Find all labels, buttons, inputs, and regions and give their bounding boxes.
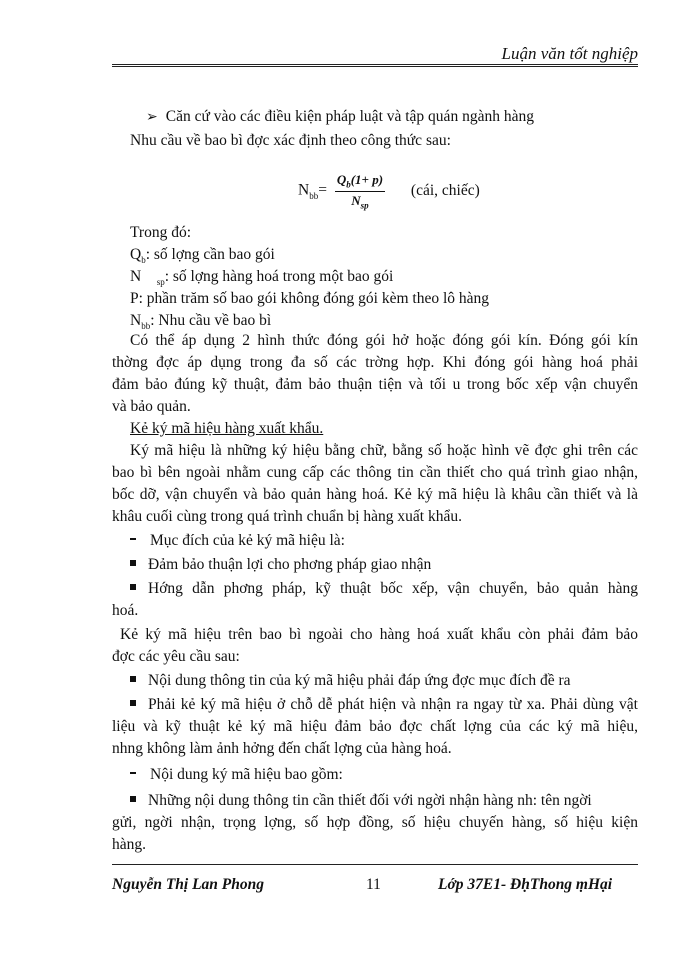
header-title: Luận văn tốt nghiệp <box>501 44 638 63</box>
num-q: Q <box>336 172 347 187</box>
bullet-text: Đảm bảo thuận lợi cho phơng pháp giao nhận <box>148 556 432 573</box>
bullet-text: Hớng dẫn phơng pháp, kỹ thuật bốc xếp, vận chuyển, bảo quản hàng <box>148 580 638 597</box>
heading-text: Kẻ ký mã hiệu hàng xuất khẩu. <box>130 420 324 437</box>
paragraph-line: thờng đợc áp dụng trong đa số các trờng hợp. Khi đóng gói hàng hoá phải <box>112 354 638 371</box>
sym-sub: sp <box>156 277 165 288</box>
bullet-text: Phải kẻ ký mã hiệu ở chỗ dễ phát hiện và nhận ra ngay từ xa. Phải dùng vật <box>148 696 638 713</box>
sym-sub: bb <box>141 321 151 332</box>
bullet-continuation: hoá. <box>112 602 139 619</box>
paragraph-line: Có thể áp dụng 2 hình thức đóng gói hở hoặc đóng gói kín. Đóng gói kín <box>130 332 638 349</box>
paragraph-line: bốc dỡ, vận chuyển và bảo quản hàng hoá. Kẻ ký mã hiệu là khâu cần thiết và là <box>112 486 638 503</box>
footer-class: Lớp 37E1- ĐḥThong ṃHại <box>438 876 613 893</box>
paragraph-line: Ký mã hiệu là những ký hiệu bằng chữ, bằng số hoặc hình vẽ đợc ghi trên các <box>130 442 638 459</box>
formula-numerator <box>335 172 385 192</box>
text: Căn cứ vào các điều kiện pháp luật và tập quán ngành hàng <box>165 108 534 125</box>
paragraph-line: bao bì bên ngoài nhằm cung cấp các thông tin cần thiết cho quá trình giao nhận, <box>112 464 638 481</box>
dash-bullet <box>130 764 638 786</box>
sym: N <box>130 312 142 329</box>
square-bullet-icon <box>130 560 136 566</box>
formula-eq: = <box>318 181 327 199</box>
dash-bullet-icon <box>130 772 136 774</box>
square-bullet-icon <box>130 700 136 706</box>
def-text: : số lợng hàng hoá trong một bao gói <box>164 268 394 285</box>
sym: N <box>130 268 142 285</box>
header-rule <box>112 64 638 67</box>
square-bullet <box>130 694 638 716</box>
paragraph-line: Kẻ ký mã hiệu trên bao bì ngoài cho hàng hoá xuất khẩu còn phải đảm bảo <box>120 626 638 643</box>
bullet-text: Những nội dung thông tin cần thiết đối với ngời nhận hàng nh: tên ngời <box>148 792 592 809</box>
square-bullet <box>130 578 638 600</box>
paragraph-line: và bảo quản. <box>112 398 191 415</box>
bullet-continuation: hàng. <box>112 836 147 853</box>
bullet-continuation: nhng không làm ảnh hởng đến chất lợng của hàng hoá. <box>112 740 452 757</box>
square-bullet <box>130 554 638 576</box>
where-label: Trong đó: <box>130 224 192 241</box>
dash-bullet-icon <box>130 538 136 540</box>
def-text: : Nhu cầu về bao bì <box>150 312 272 329</box>
square-bullet-icon <box>130 676 136 682</box>
paragraph-line: đợc các yêu cầu sau: <box>112 648 240 665</box>
sym: Q <box>130 246 142 263</box>
intro-line: Nhu cầu về bao bì đợc xác định theo công thức sau: <box>130 132 451 149</box>
footer-page-number: 11 <box>366 876 381 893</box>
square-bullet <box>130 670 638 692</box>
formula <box>298 172 480 210</box>
bullet-continuation: liệu và kỹ thuật kẻ ký mã hiệu đảm bảo đợc chất lợng của các ký mã hiệu, <box>112 718 638 735</box>
den-n: N <box>351 192 361 208</box>
sym-sub: b <box>141 255 146 266</box>
bullet-continuation: gửi, ngời nhận, trọng lợng, số hợp đồng, số hiệu chuyến hàng, số hiệu kiện <box>112 814 638 831</box>
bullet-text: Nội dung ký mã hiệu bao gồm: <box>150 766 343 783</box>
arrow-bullet-line <box>146 106 638 129</box>
def-p: P: phần trăm số bao gói không đóng gói kèm theo lô hàng <box>130 290 490 307</box>
formula-lhs-sub: bb <box>309 190 319 201</box>
paragraph-line: đảm bảo đúng kỹ thuật, đảm bảo thuận tiện và tối u trong bốc xếp vận chuyển <box>112 376 638 393</box>
paragraph-line: khâu cuối cùng trong quá trình chuẩn bị hàng xuất khẩu. <box>112 508 462 525</box>
footer-author: Nguyễn Thị Lan Phong <box>112 876 265 893</box>
def-text: : số lợng cần bao gói <box>145 246 275 263</box>
arrow-bullet-icon: ➢ <box>146 110 158 125</box>
formula-unit: (cái, chiếc) <box>410 181 480 199</box>
bullet-text: Mục đích của kẻ ký mã hiệu là: <box>150 532 345 549</box>
num-rest: (1+ p) <box>350 172 384 187</box>
section-heading <box>130 418 638 440</box>
square-bullet <box>130 790 638 812</box>
den-sub: sp <box>360 200 369 211</box>
formula-denominator <box>335 192 385 211</box>
formula-fraction <box>335 172 385 210</box>
dash-bullet <box>130 530 638 552</box>
bullet-text: Nội dung thông tin của ký mã hiệu phải đáp ứng đợc mục đích đề ra <box>148 672 571 689</box>
formula-lhs: N <box>298 181 310 199</box>
square-bullet-icon <box>130 796 136 802</box>
num-sub: b <box>346 179 351 190</box>
square-bullet-icon <box>130 584 136 590</box>
footer-rule <box>112 864 638 865</box>
